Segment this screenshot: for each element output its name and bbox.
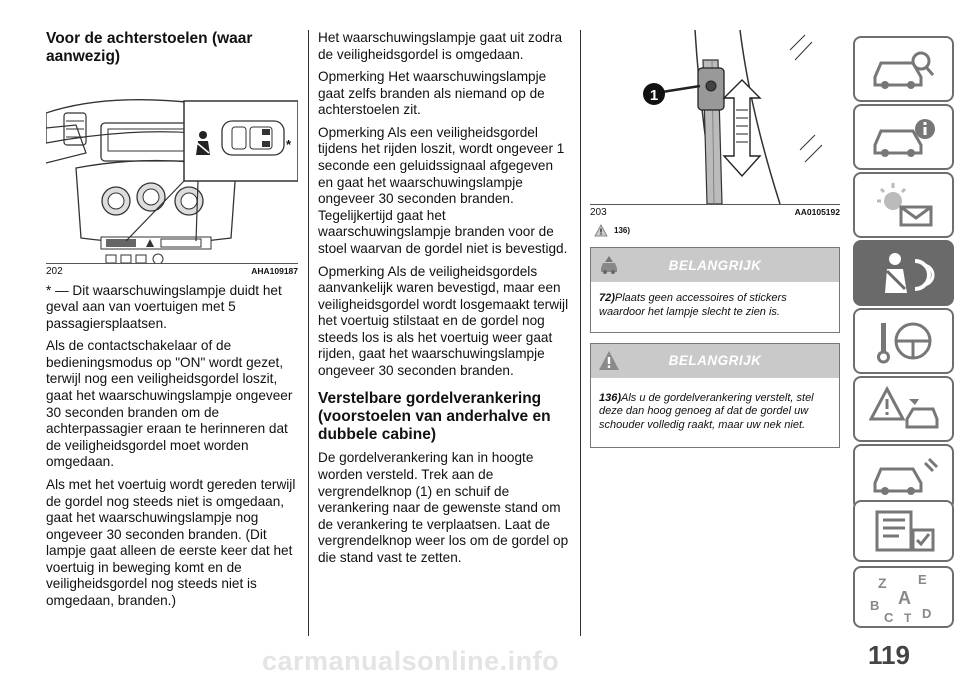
- column-2: [318, 30, 570, 572]
- figure-number: 202: [46, 265, 63, 277]
- section-title-rear-seats: Voor de achterstoelen (waar aanwezig): [46, 30, 253, 66]
- index-letter: C: [883, 610, 893, 624]
- car-info-icon: [869, 115, 939, 159]
- figure-203: [590, 30, 840, 204]
- paragraph: Opmerking Als een veiligheidsgordel tijdens het rijden loszit, wordt ongeveer 1 seconde een geluidssignaal afgegeven en gaat het waarschuwingslampje ongeveer 30 seconden branden. Tegelijkertijd gaat het waarschuwingslampje branden voor de stoel waarvan de gordel niet is bevestigd.: [318, 124, 568, 256]
- adjust-arrow-icon: [724, 80, 760, 176]
- figure-code: AHA109187: [251, 265, 298, 276]
- figure-203-caption: [590, 204, 840, 218]
- page-number: 119: [868, 640, 910, 670]
- important-box-header: [591, 344, 839, 378]
- tab-seatbelt-airbag[interactable]: [853, 240, 954, 306]
- callout-number: 1: [649, 87, 659, 104]
- column-divider-1: [308, 30, 309, 636]
- belt-anchor-illustration: [590, 30, 840, 204]
- column-1: [46, 30, 298, 616]
- important-box-72: [590, 247, 840, 333]
- index-letter: Z: [877, 575, 887, 591]
- tab-car-search[interactable]: [853, 36, 954, 102]
- index-letter: E: [917, 572, 927, 587]
- figure-202: [46, 73, 298, 263]
- note-text: Als u de gordelverankering verstelt, stel deze dan hoog genoeg af dat de gordel uw schouder volledig raakt, maar uw nek niet.: [599, 391, 814, 431]
- note-reference: 136): [599, 391, 622, 404]
- important-box-136: [590, 343, 840, 448]
- warning-reference: [594, 224, 840, 237]
- warning-triangle-icon: [597, 349, 621, 373]
- column-divider-2: [580, 30, 581, 636]
- paragraph: De gordelverankering kan in hoogte worden versteld. Trek aan de vergrendelknop (1) en schuif de verankering naar de gewenste stand om de verankering te verplaatsen. Laat de vergrendelknop weer los om de gordel op die stand vast te zetten.: [318, 450, 569, 565]
- figure-code: AA0105192: [794, 207, 840, 217]
- warning-lights-icon: [869, 181, 939, 229]
- index-letter: T: [903, 611, 911, 624]
- important-box-title: BELANGRIJK: [668, 353, 762, 368]
- alphabetical-index-icon: [864, 570, 944, 624]
- paragraph: Als met het voertuig wordt gereden terwijl de gordel nog steeds niet is omgedaan, gaat het waarschuwingslampje nog ongeveer 30 seconden branden. (Dit lampje gaat alleen de eerste keer dat het voertuig in beweging komt en de veiligheidsgordel nog steeds niet is omgedaan, branden.): [46, 476, 296, 608]
- tab-car-info[interactable]: [853, 104, 954, 170]
- column-3: [590, 30, 840, 458]
- steering-key-icon: [869, 317, 939, 365]
- tab-specifications[interactable]: [853, 500, 954, 562]
- index-letter: D: [921, 606, 931, 621]
- paragraph: Opmerking Als de veiligheidsgordels aanvankelijk waren bevestigd, maar een veiligheidsgordel wordt losgemaakt terwijl het voertuig stilstaat en de gordel nog steeds los is als het voertuig weer gaat rijden, gaat het waarschuwingslampje ongeveer 30 seconden branden.: [318, 263, 569, 378]
- dashboard-illustration: [46, 73, 298, 263]
- figure-202-caption: [46, 263, 298, 277]
- figure-star-label: *: [286, 136, 292, 152]
- road-warning-icon: [869, 385, 939, 433]
- paragraph: Opmerking Het waarschuwingslampje gaat zelfs branden als niemand op de achterstoelen zit.: [318, 69, 547, 118]
- watermark: carmanualsonline.info: [262, 646, 560, 676]
- car-search-icon: [869, 47, 939, 91]
- important-box-body: [591, 378, 839, 447]
- warning-reference-number: 136): [614, 226, 631, 235]
- important-box-header: [591, 248, 839, 282]
- warning-triangle-icon: [594, 224, 608, 237]
- paragraph: * — Dit waarschuwingslampje duidt het geval aan van voertuigen met 5 passagiersplaatsen.: [46, 282, 282, 331]
- tab-warning-lights[interactable]: [853, 172, 954, 238]
- important-box-body: [591, 282, 839, 332]
- section-title-belt-anchor: Verstelbare gordelverankering (voorstoelen van anderhalve en dubbele cabine): [318, 389, 551, 444]
- important-box-title: BELANGRIJK: [668, 257, 762, 273]
- note-reference: 72): [599, 292, 615, 304]
- index-letter: B: [869, 598, 879, 613]
- tab-road-warning[interactable]: [853, 376, 954, 442]
- seatbelt-airbag-icon: [869, 249, 939, 297]
- tab-alphabetical-index[interactable]: [853, 566, 954, 628]
- note-text: Plaats geen accessoires of stickers waardoor het lampje slecht te zien is.: [599, 292, 787, 318]
- car-warning-icon: [597, 253, 621, 277]
- index-letter: A: [897, 588, 911, 608]
- paragraph: Het waarschuwingslampje gaat uit zodra de veiligheidsgordel is omgedaan.: [318, 30, 563, 62]
- car-service-icon: [869, 453, 939, 501]
- tab-steering-key[interactable]: [853, 308, 954, 374]
- specifications-icon: [869, 508, 939, 554]
- paragraph: Als de contactschakelaar of de bedieningsmodus op "ON" wordt gezet, terwijl nog een veiligheidsgordel loszit, gaat het waarschuwingslampje ongeveer 30 seconden branden om de achterpassagier eraan te herinneren dat de veiligheidsgordel moet worden omgedaan.: [46, 338, 293, 470]
- figure-number: 203: [590, 207, 607, 218]
